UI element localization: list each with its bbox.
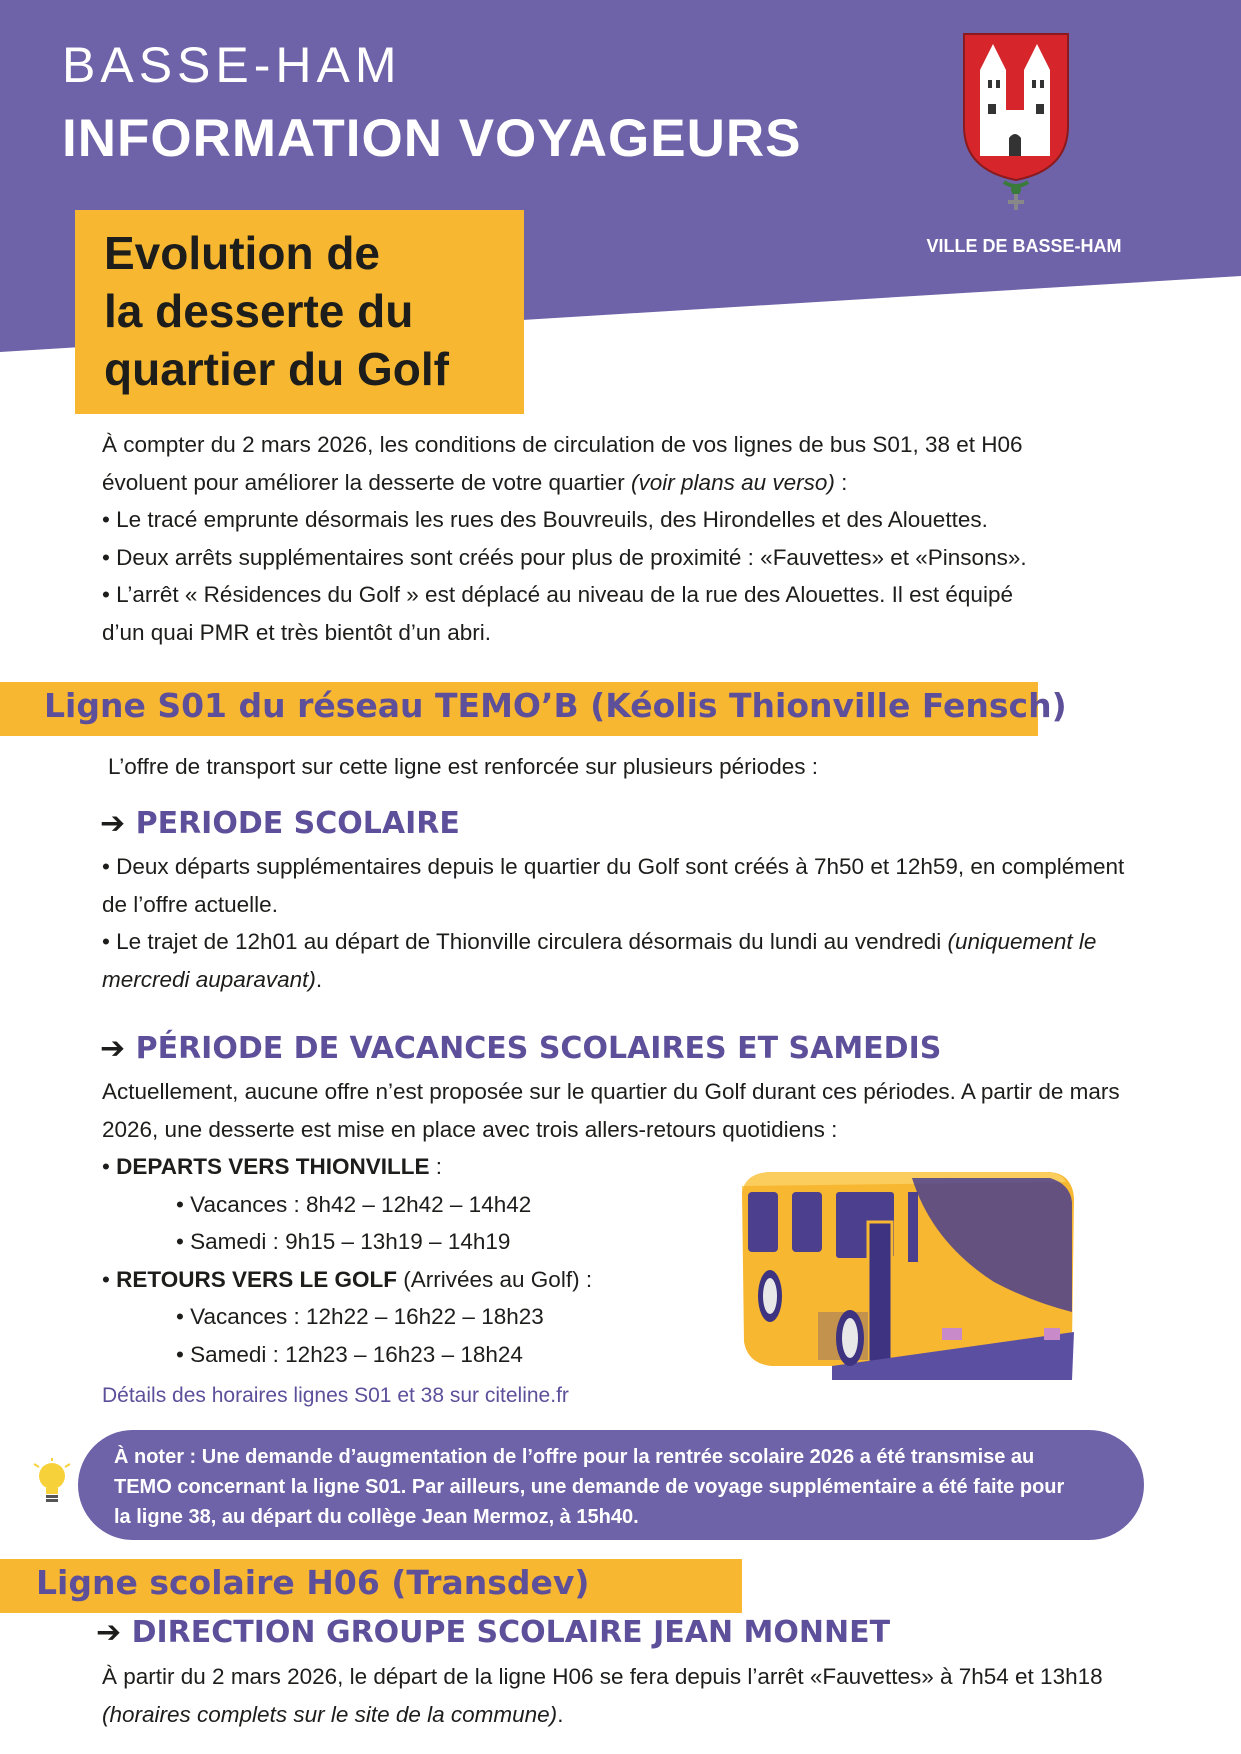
retours-label: • RETOURS VERS LE GOLF (Arrivées au Golf) : (102, 1266, 593, 1292)
title-line: Evolution de (104, 227, 380, 279)
note-text: À noter : Une demande d’augmentation de l’offre pour la rentrée scolaire 2026 a été transmise au TEMO concernant la ligne S01. Par ailleurs, une demande de voyage supplémentaire a été faite pour la ligne 38, au départ du collège Jean Mermoz, à 15h40. (114, 1446, 1065, 1528)
town-name: BASSE-HAM (62, 37, 402, 93)
schedule-item: • Samedi : 12h23 – 16h23 – 18h24 (176, 1341, 523, 1367)
schedule-item: • Vacances : 12h22 – 16h22 – 18h23 (176, 1304, 544, 1329)
title-line: quartier du Golf (104, 343, 449, 395)
scolaire-subheading (100, 806, 460, 841)
title-line: la desserte du (104, 285, 414, 337)
departs-label: • DEPARTS VERS THIONVILLE : (102, 1154, 443, 1179)
s01-heading: Ligne S01 du réseau TEMO’B (Kéolis Thionville Fensch) (44, 686, 1067, 725)
crest-label: VILLE DE BASSE-HAM (926, 236, 1122, 256)
vacances-subheading (100, 1031, 941, 1066)
h06-direction-subheading (96, 1615, 890, 1650)
vacances-text: Actuellement, aucune offre n’est proposée sur le quartier du Golf durant ces périodes. A partir de mars 2026, une desserte est mise en place avec trois allers-retours quotidiens : • DEPARTS VERS THIONVILLE : • Vacances : 8h42 – 12h42 – 14h42 • Samedi : 9h15 – 13h19 – 14h19 • RETOURS VERS LE GOLF (Arrivées au Golf) : • Vacances : 12h22 – 16h22 – 18h23 • Samedi : 12h23 – 16h23 – 18h24 (102, 1073, 1162, 1373)
vacances-title: PÉRIODE DE VACANCES SCOLAIRES ET SAMEDIS (135, 1031, 942, 1066)
title-box-heading (104, 224, 514, 398)
schedule-item: • Samedi : 9h15 – 13h19 – 14h19 (176, 1229, 511, 1254)
intro-line: d’un quai PMR et très bientôt d’un abri. (102, 619, 491, 645)
intro-bullet: • Le tracé emprunte désormais les rues des Bouvreuils, des Hirondelles et des Alouettes. (102, 507, 988, 532)
arrow-right-icon: ➔ (96, 1616, 122, 1649)
intro-bullet: • L’arrêt « Résidences du Golf » est déplacé au niveau de la rue des Alouettes. Il est équipé (102, 582, 1013, 607)
arrow-right-icon: ➔ (100, 807, 126, 840)
intro-line: évoluent pour améliorer la desserte de votre quartier (voir plans au verso) : (102, 469, 848, 495)
h06-direction: DIRECTION GROUPE SCOLAIRE JEAN MONNET (131, 1615, 891, 1650)
town-crest-logo (960, 30, 1072, 210)
s01-intro: L’offre de transport sur cette ligne est renforcée sur plusieurs périodes : (108, 754, 818, 779)
h06-text: À partir du 2 mars 2026, le départ de la ligne H06 se fera depuis l’arrêt «Fauvettes» à 7h54 et 13h18 (horaires complets sur le site de la commune). (102, 1664, 1103, 1727)
schedule-item: • Vacances : 8h42 – 12h42 – 14h42 (176, 1191, 532, 1217)
intro-paragraph (102, 426, 1142, 651)
scolaire-title: PERIODE SCOLAIRE (135, 806, 460, 841)
scolaire-text: • Deux départs supplémentaires depuis le quartier du Golf sont créés à 7h50 et 12h59, en complément de l’offre actuelle. • Le trajet de 12h01 au départ de Thionville circulera désormais du lundi au vendredi (uniquement le mercredi auparavant). (102, 854, 1125, 992)
lightbulb-icon (32, 1458, 72, 1506)
arrow-right-icon: ➔ (100, 1032, 126, 1065)
document-title: INFORMATION VOYAGEURS (62, 109, 802, 168)
bus-illustration (732, 1162, 1078, 1380)
details-link[interactable]: Détails des horaires lignes S01 et 38 sur citeline.fr (102, 1384, 569, 1407)
h06-heading: Ligne scolaire H06 (Transdev) (36, 1563, 590, 1602)
intro-bullet: • Deux arrêts supplémentaires sont créés pour plus de proximité : «Fauvettes» et «Pinsons». (102, 544, 1027, 570)
intro-line: À compter du 2 mars 2026, les conditions de circulation de vos lignes de bus S01, 38 et H06 (102, 432, 1023, 457)
